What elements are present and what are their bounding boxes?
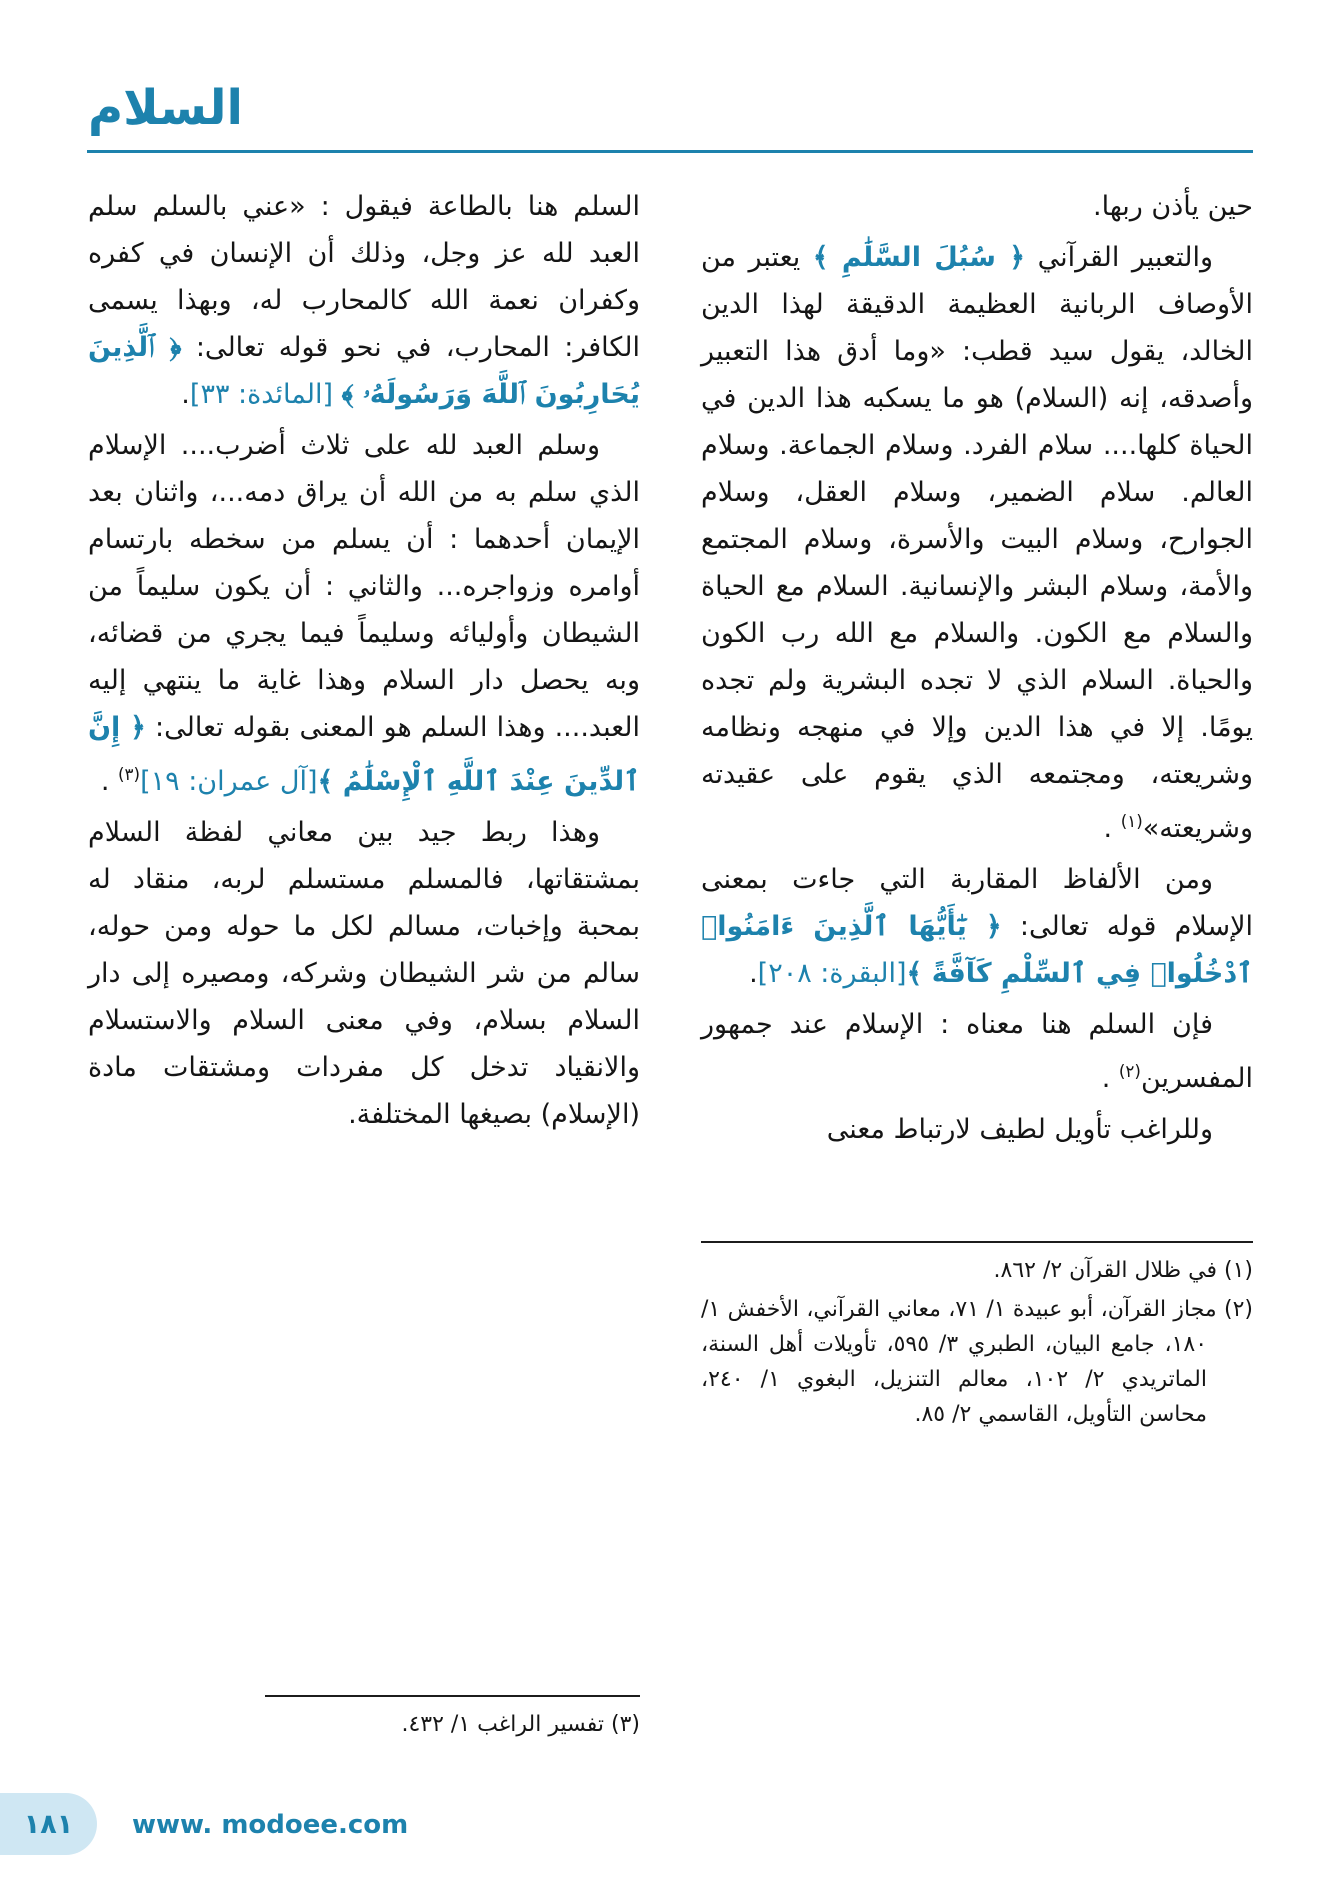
- footnote: (٢) مجاز القرآن، أبو عبيدة ١/ ٧١، معاني القرآني، الأخفش ١/ ١٨٠، جامع البيان، الطبري ٣/ ٥٩٥، تأويلات أهل السنة، الماتريدي ٢/ ١٠٢، معالم التنزيل، البغوي ١/ ٢٤٠، محاسن التأويل، القاسمي ٢/ ٨٥.: [701, 1297, 1254, 1427]
- page-number-badge: [0, 1793, 97, 1855]
- body-text: وهذا ربط جيد بين معاني لفظة السلام بمشتقاتها، فالمسلم مستسلم لربه، منقاد له بمحبة وإخبات، مسالم لكل ما حوله ومن حوله، سالم من شر الشيطان وشركه، ومصيره إلى دار السلام بسلام، وفي معنى السلام والاستسلام والانقياد تدخل كل مفردات ومشتقات مادة (الإسلام) بصيغها المختلفة.: [88, 817, 640, 1130]
- quran-verse: ﴿ إِنَّ ٱلدِّينَ عِنْدَ ٱللَّهِ ٱلْإِسْلَٰمُ ﴾: [88, 712, 640, 797]
- column-left-text: [88, 183, 640, 1138]
- paragraph: [701, 183, 1253, 230]
- quran-verse: ﴿ يَٰٓأَيُّهَا ٱلَّذِينَ ءَامَنُوا۟ ٱدْخُلُوا۟ فِي ٱلسِّلْمِ كَآفَّةً ﴾: [701, 911, 1253, 989]
- body-text: ومن الألفاظ المقاربة التي جاءت بمعنى الإسلام قوله تعالى:: [701, 864, 1253, 942]
- paragraph: [701, 234, 1253, 852]
- verse-reference: [المائدة: ٣٣]: [189, 379, 342, 410]
- footnote-marker: (٢): [1118, 1061, 1141, 1081]
- footnote: (١) في ظلال القرآن ٢/ ٨٦٢.: [993, 1258, 1253, 1283]
- body-text: وسلم العبد لله على ثلاث أضرب.... الإسلام الذي سلم به من الله أن يراق دمه...، واثنان بعد الإيمان أحدهما : أن يسلم من سخطه بارتسام أوامره وزواجره... والثاني : أن يكون سليماً من الشيطان وأوليائه وسليماً فيما يجري من قضائه، وبه يحصل دار السلام وهذا غاية ما ينتهي إليه العبد.... وهذا السلم هو المعنى بقوله تعالى:: [88, 430, 640, 743]
- footnote: (٣) تفسير الراغب ١/ ٤٣٢.: [401, 1712, 640, 1737]
- footnotes-right: [701, 1241, 1253, 1432]
- column-left: [88, 183, 640, 1783]
- footnote-marker: (١): [1120, 811, 1143, 831]
- quran-verse: ﴿ ٱلَّذِينَ يُحَارِبُونَ ٱللَّهَ وَرَسُولَهُۥ ﴾: [88, 332, 640, 410]
- body-text: فإن السلم هنا معناه : الإسلام عند جمهور المفسرين: [701, 1009, 1253, 1094]
- footnotes-left-list: [88, 1707, 640, 1742]
- quran-verse: ﴿ سُبُلَ السَّلَٰمِ ﴾: [812, 242, 1026, 273]
- column-right: [701, 183, 1253, 1783]
- paragraph: [88, 422, 640, 805]
- paragraph: [701, 1106, 1253, 1153]
- paragraph: [88, 183, 640, 418]
- verse-reference: [آل عمران: ١٩]: [140, 766, 318, 797]
- paragraph: [88, 809, 640, 1138]
- paragraph: [701, 856, 1253, 997]
- column-right-text: [701, 183, 1253, 1153]
- footnote-separator: [701, 1241, 1253, 1243]
- body-text: .: [1101, 1063, 1119, 1094]
- website-url: www. modoee.com: [132, 1810, 409, 1840]
- body-text: .: [100, 766, 118, 797]
- body-text: يعتبر من الأوصاف الربانية العظيمة الدقيقة لهذا الدين الخالد، يقول سيد قطب: «وما أدق هذا التعبير وأصدقه، إنه (السلام) هو ما يسكبه هذا الدين في الحياة كلها.... سلام الفرد. وسلام الجماعة. وسلام العالم. سلام الضمير، وسلام العقل، وسلام الجوارح، وسلام البيت والأسرة، وسلام المجتمع والأمة، وسلام البشر والإنسانية. السلام مع الحياة والسلام مع الكون. والسلام مع الله رب الكون والحياة. السلام الذي لا تجده البشرية ولم تجده يومًا. إلا في هذا الدين وإلا في منهجه ونظامه وشريعته، ومجتمعه الذي يقوم على عقيدته وشريعته»: [701, 242, 1253, 844]
- header-divider: [87, 150, 1253, 153]
- footnotes-left: [88, 1695, 640, 1742]
- body-text: والتعبير القرآني: [1025, 242, 1214, 273]
- body-text: .: [749, 958, 758, 989]
- body-text: السلم هنا بالطاعة فيقول : «عني بالسلم سلم العبد لله عز وجل، وذلك أن الإنسان في كفره وكفران نعمة الله كالمحارب له، وبهذا يسمى الكافر: المحارب، في نحو قوله تعالى:: [88, 191, 640, 363]
- footnote-separator: [265, 1695, 640, 1697]
- verse-reference: [البقرة: ٢٠٨]: [757, 958, 907, 989]
- body-text: وللراغب تأويل لطيف لارتباط معنى: [826, 1114, 1213, 1145]
- body-text: .: [1103, 813, 1121, 844]
- footnotes-right-list: [701, 1253, 1253, 1432]
- footnote-marker: (٣): [118, 764, 141, 784]
- body-text: .: [181, 379, 190, 410]
- page-header-title: السلام: [88, 80, 243, 136]
- page-number: ١٨١: [23, 1808, 74, 1840]
- paragraph: [701, 1001, 1253, 1102]
- body-text: حين يأذن ربها.: [1093, 191, 1253, 222]
- main-content: [87, 183, 1253, 1783]
